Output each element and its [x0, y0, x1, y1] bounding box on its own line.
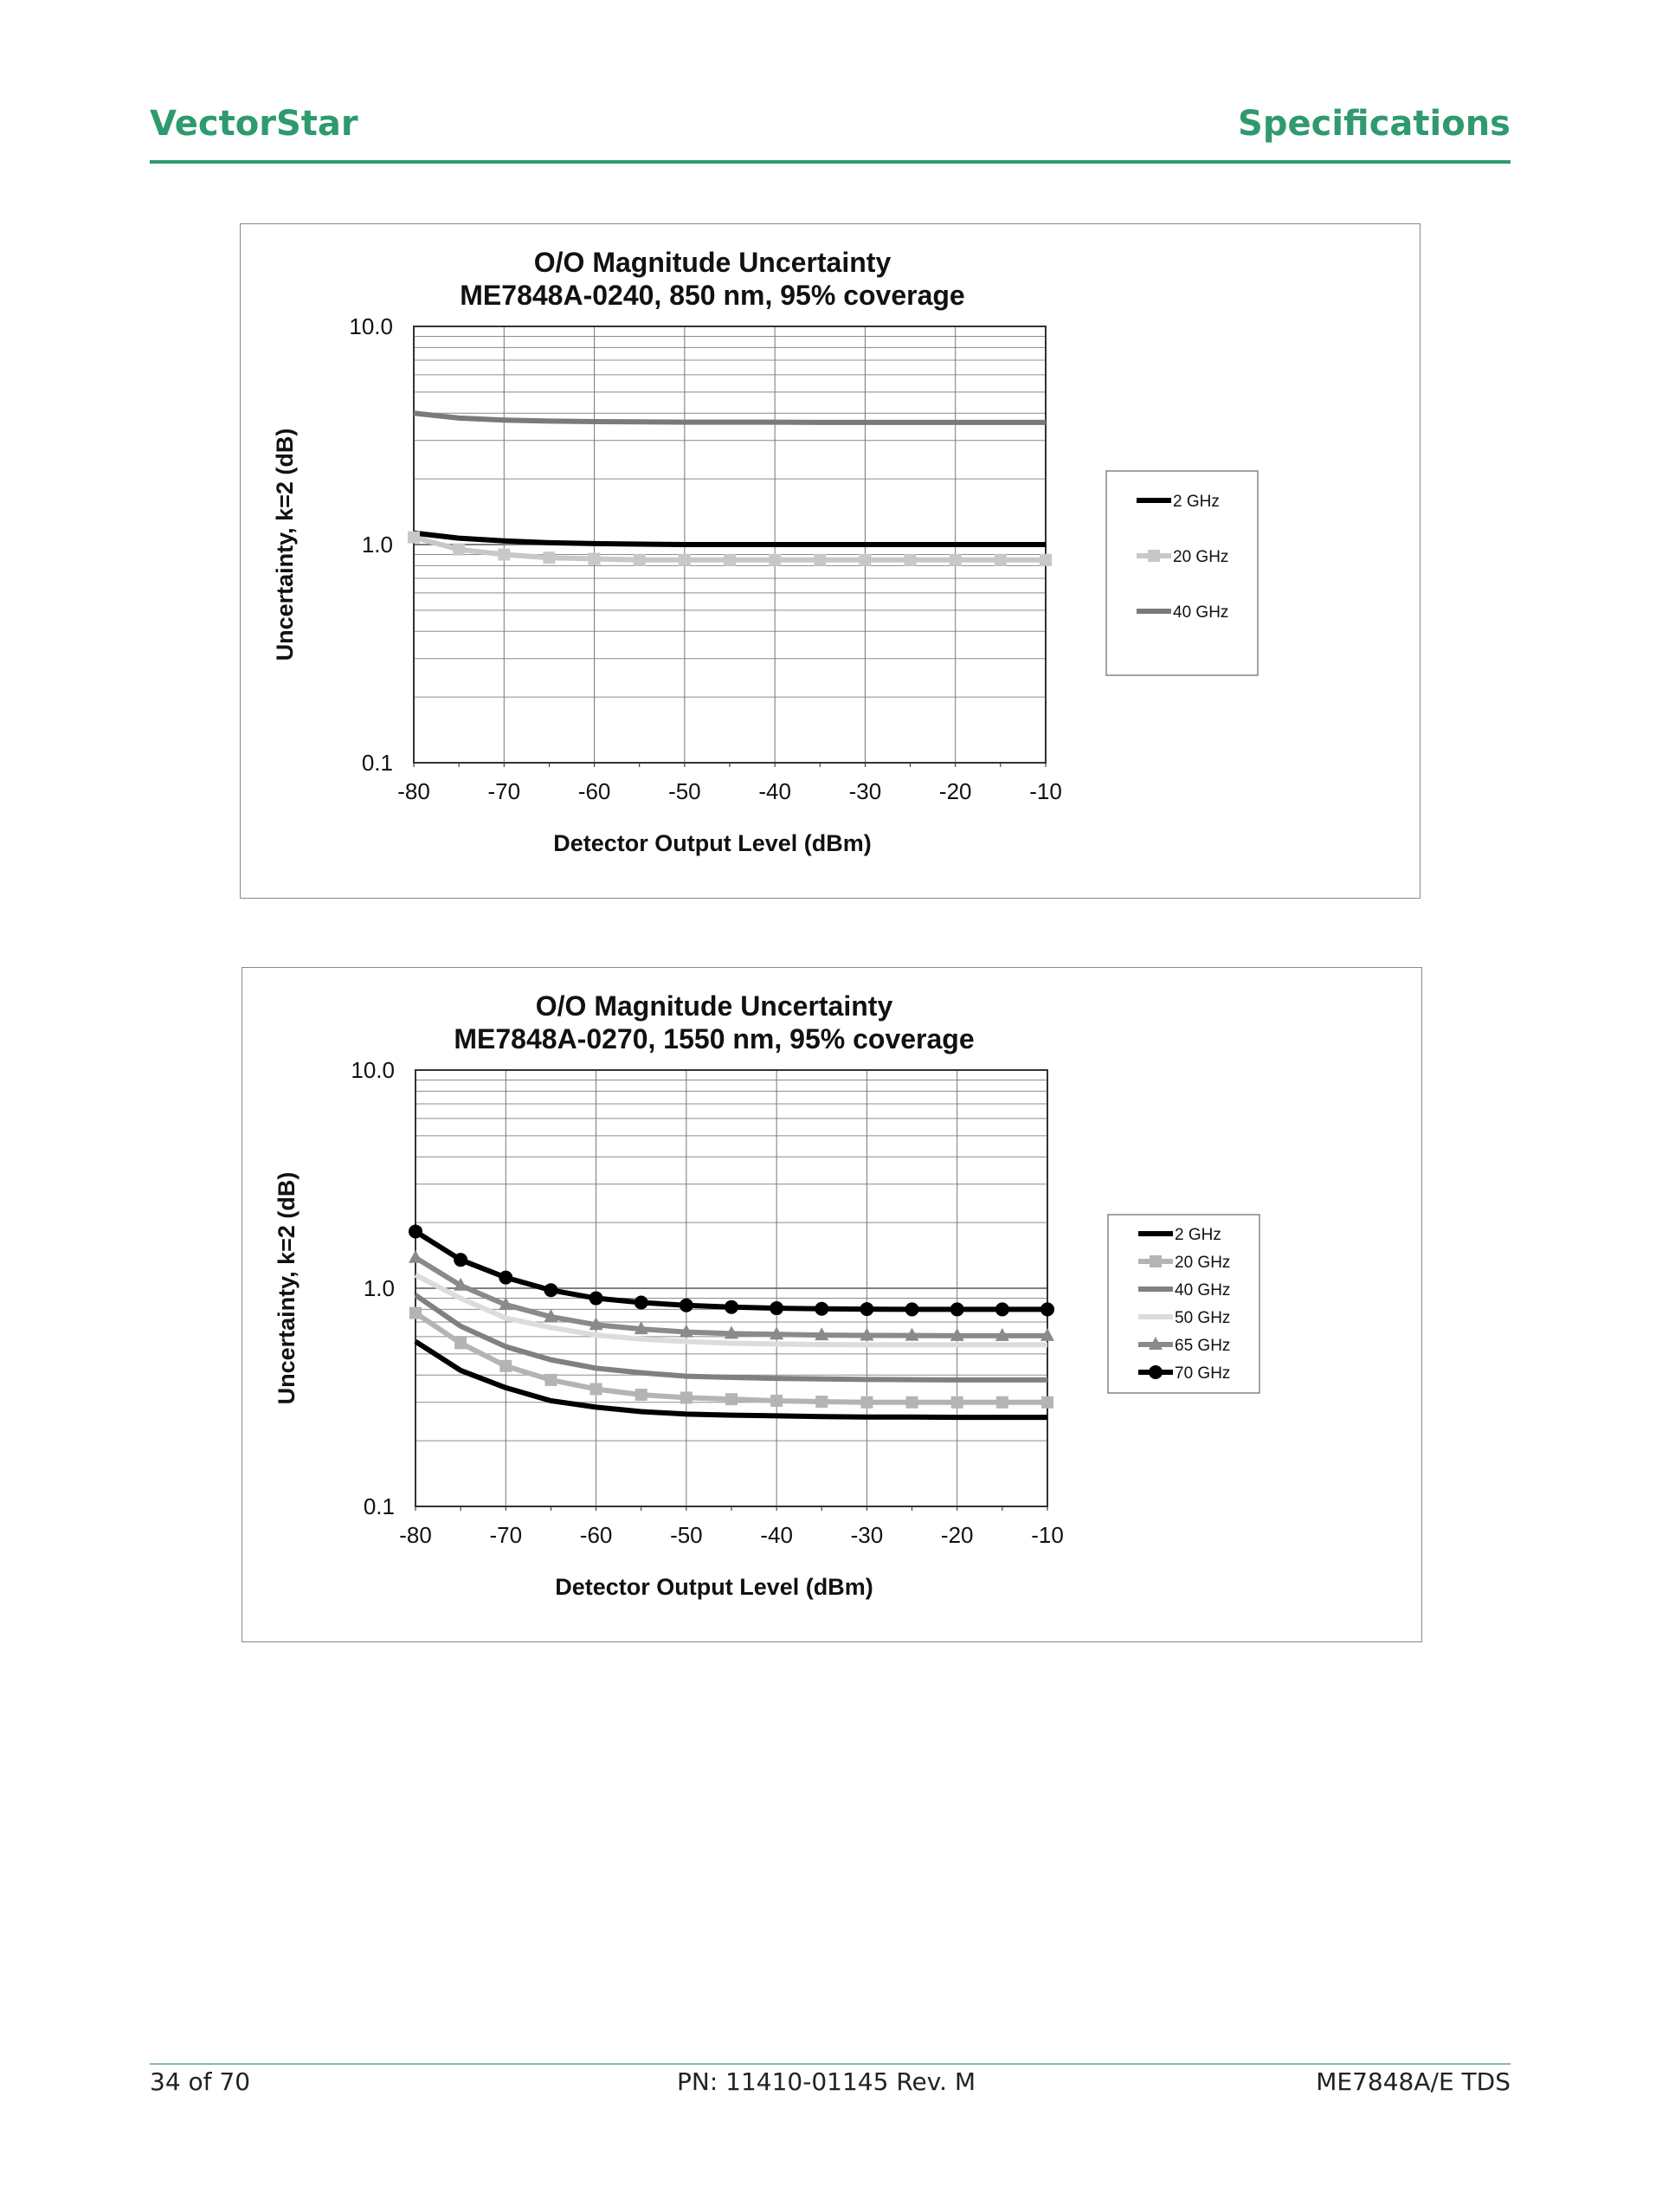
data-point — [815, 1396, 828, 1408]
chart-1550nm-svg — [242, 968, 1421, 1641]
y-axis-label: Uncertainty, k=2 (dB) — [272, 428, 298, 661]
y-tick-label: 0.1 — [361, 750, 393, 776]
legend-label: 40 GHz — [1173, 603, 1229, 622]
data-point — [951, 1396, 963, 1409]
data-point — [499, 1271, 512, 1285]
chart-title: O/O Magnitude Uncertainty — [533, 247, 892, 278]
chart-1550nm — [242, 967, 1422, 1642]
x-tick-label: -70 — [487, 778, 521, 804]
series-2-ghz — [414, 533, 1046, 545]
x-tick-label: -10 — [1031, 1522, 1064, 1548]
y-tick-label: 1.0 — [363, 1275, 395, 1301]
header-product-name: VectorStar — [150, 104, 358, 144]
legend-label: 2 GHz — [1173, 493, 1220, 511]
legend-marker — [1149, 1365, 1163, 1379]
data-point — [634, 554, 646, 566]
footer-doc-name: ME7848A/E TDS — [1316, 2067, 1511, 2096]
data-point — [1040, 1302, 1054, 1316]
legend-label: 50 GHz — [1175, 1309, 1231, 1327]
chart-850nm — [240, 223, 1420, 899]
data-point — [589, 553, 601, 565]
data-point — [679, 554, 691, 566]
chart-legend — [1106, 471, 1258, 675]
footer-part-number: PN: 11410-01145 Rev. M — [677, 2067, 976, 2096]
series-line — [416, 1258, 1047, 1336]
data-point — [995, 554, 1007, 566]
data-point — [996, 1396, 1008, 1409]
data-point — [635, 1389, 647, 1401]
data-point — [589, 1292, 603, 1306]
data-point — [724, 554, 736, 566]
chart-title: O/O Magnitude Uncertainty — [535, 990, 893, 1022]
data-point — [860, 1302, 873, 1316]
data-point — [1041, 1396, 1053, 1409]
data-point — [725, 1393, 738, 1405]
plot-grid — [416, 1070, 1047, 1511]
data-point — [950, 554, 962, 566]
series-line — [414, 533, 1046, 545]
x-tick-label: -60 — [579, 1522, 613, 1548]
x-axis-label: Detector Output Level (dBm) — [553, 830, 872, 856]
y-axis-label: Uncertainty, k=2 (dB) — [274, 1171, 300, 1405]
data-point — [769, 554, 781, 566]
y-tick-label: 10.0 — [349, 313, 393, 339]
data-point — [680, 1299, 693, 1312]
series-40-ghz — [414, 413, 1046, 422]
legend-label: 20 GHz — [1173, 548, 1229, 566]
x-tick-label: -80 — [399, 1522, 432, 1548]
data-point — [454, 1253, 467, 1267]
data-point — [453, 544, 465, 556]
footer-page-number: 34 of 70 — [150, 2067, 251, 2096]
legend-label: 2 GHz — [1175, 1226, 1221, 1244]
series-line — [416, 1231, 1047, 1309]
series-line — [414, 413, 1046, 422]
x-tick-label: -20 — [940, 1522, 974, 1548]
data-point — [544, 1374, 557, 1386]
data-point — [995, 1302, 1009, 1316]
y-tick-label: 10.0 — [351, 1057, 395, 1083]
data-point — [680, 1391, 692, 1403]
data-point — [635, 1296, 648, 1310]
data-point — [860, 1396, 873, 1409]
data-point — [815, 1302, 828, 1316]
x-tick-label: -60 — [577, 778, 611, 804]
data-point — [906, 1396, 918, 1409]
data-point — [905, 554, 917, 566]
data-point — [544, 1283, 557, 1297]
data-point — [814, 554, 826, 566]
data-point — [905, 1302, 919, 1316]
data-point — [590, 1383, 602, 1395]
data-point — [409, 1307, 422, 1319]
x-tick-label: -50 — [668, 778, 701, 804]
x-tick-label: -50 — [670, 1522, 703, 1548]
legend-label: 70 GHz — [1175, 1364, 1231, 1383]
x-axis-label: Detector Output Level (dBm) — [555, 1574, 873, 1600]
legend-marker — [1148, 550, 1160, 562]
chart-subtitle: ME7848A-0270, 1550 nm, 95% coverage — [454, 1023, 975, 1054]
x-tick-label: -30 — [850, 1522, 884, 1548]
header-divider — [150, 160, 1511, 164]
data-point — [770, 1395, 783, 1407]
data-point — [1040, 554, 1052, 566]
legend-label: 40 GHz — [1175, 1281, 1231, 1299]
header-section-title: Specifications — [1238, 104, 1511, 144]
data-point — [543, 551, 555, 564]
x-tick-label: -80 — [397, 778, 430, 804]
footer-divider — [150, 2063, 1511, 2065]
legend-label: 65 GHz — [1175, 1337, 1231, 1355]
data-point — [498, 549, 510, 561]
chart-legend — [1108, 1215, 1259, 1393]
data-point — [499, 1360, 512, 1372]
data-point — [408, 532, 420, 544]
y-tick-label: 0.1 — [363, 1493, 395, 1519]
legend-label: 20 GHz — [1175, 1254, 1231, 1272]
chart-850nm-svg — [241, 224, 1420, 898]
x-tick-label: -10 — [1029, 778, 1062, 804]
x-tick-label: -40 — [758, 778, 791, 804]
data-point — [770, 1301, 783, 1315]
data-point — [409, 1224, 422, 1238]
data-point — [725, 1300, 738, 1314]
chart-subtitle: ME7848A-0240, 850 nm, 95% coverage — [460, 280, 965, 311]
x-tick-label: -30 — [848, 778, 882, 804]
x-tick-label: -70 — [489, 1522, 523, 1548]
data-point — [859, 554, 871, 566]
data-point — [454, 1337, 467, 1349]
y-tick-label: 1.0 — [361, 532, 393, 558]
legend-marker — [1150, 1255, 1162, 1267]
x-tick-label: -40 — [760, 1522, 793, 1548]
x-tick-label: -20 — [938, 778, 972, 804]
data-point — [950, 1302, 964, 1316]
data-point — [409, 1250, 422, 1263]
